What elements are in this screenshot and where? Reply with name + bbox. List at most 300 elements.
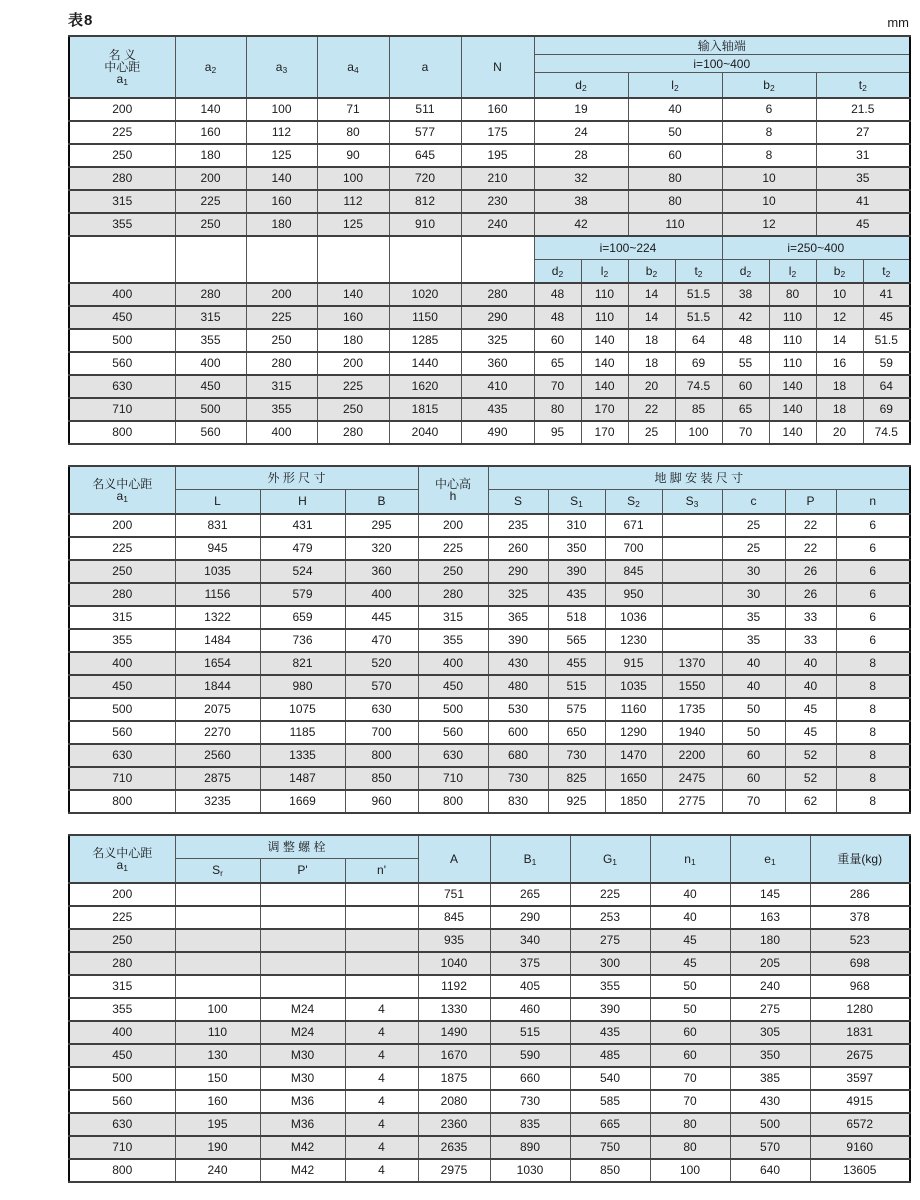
table-cell: 524 — [260, 560, 345, 583]
table-cell: 1030 — [490, 1159, 570, 1182]
table-cell: 225 — [69, 537, 175, 560]
table-cell: 4 — [345, 1067, 418, 1090]
table-cell: 579 — [260, 583, 345, 606]
table-cell: 540 — [570, 1067, 650, 1090]
table-cell: 280 — [175, 283, 246, 306]
table-cell: 225 — [418, 537, 488, 560]
table-cell: 4 — [345, 1136, 418, 1159]
table-cell: 485 — [570, 1044, 650, 1067]
table-cell: 300 — [570, 952, 650, 975]
table-cell: 378 — [810, 906, 910, 929]
table-cell: 460 — [490, 998, 570, 1021]
table-cell: 400 — [69, 283, 175, 306]
table-cell: 845 — [605, 560, 662, 583]
table-cell: 845 — [418, 906, 490, 929]
table-cell: 560 — [69, 721, 175, 744]
table-row — [69, 721, 910, 744]
table-cell: 160 — [175, 1090, 260, 1113]
table-cell: 1335 — [260, 744, 345, 767]
table-cell — [662, 606, 722, 629]
table-cell: 69 — [675, 352, 722, 375]
table-center-distance-input-shaft — [68, 35, 911, 445]
table-row — [69, 306, 910, 329]
table-cell: 8 — [836, 652, 910, 675]
table-cell: 205 — [730, 952, 810, 975]
table-cell: 125 — [317, 213, 389, 236]
table-cell: 60 — [650, 1044, 730, 1067]
table-cell: 1036 — [605, 606, 662, 629]
table-outline-foundation-dimensions — [68, 465, 911, 814]
table-cell: 640 — [730, 1159, 810, 1182]
table-cell: 18 — [816, 398, 863, 421]
table-cell: 110 — [769, 306, 816, 329]
table-cell: 60 — [722, 375, 769, 398]
table-cell: 1285 — [389, 329, 461, 352]
col-header-b2: $b_2$ — [628, 260, 675, 283]
table-cell: 825 — [548, 767, 605, 790]
table-cell — [260, 883, 345, 906]
table-cell: 490 — [461, 421, 534, 444]
col-header-nominal-center-distance: 名义中心距 $a_1$ — [69, 466, 175, 514]
table-cell: 250 — [69, 929, 175, 952]
table-row — [69, 952, 910, 975]
table-cell: 430 — [488, 652, 548, 675]
table-cell: 280 — [69, 952, 175, 975]
table-cell: 320 — [345, 537, 418, 560]
table-cell: 1844 — [175, 675, 260, 698]
table-cell: 950 — [605, 583, 662, 606]
table-cell: 1040 — [418, 952, 490, 975]
table-cell: 250 — [69, 560, 175, 583]
table-cell: 2875 — [175, 767, 260, 790]
table-cell: 325 — [461, 329, 534, 352]
table-cell: 1669 — [260, 790, 345, 813]
table-cell: 50 — [650, 998, 730, 1021]
table-row — [69, 606, 910, 629]
table-cell: 575 — [548, 698, 605, 721]
table-cell — [260, 906, 345, 929]
table-cell: 27 — [816, 121, 910, 144]
col-header-B: B — [345, 490, 418, 514]
table-cell: 4 — [345, 1044, 418, 1067]
table-cell: 59 — [863, 352, 910, 375]
table-cell: 2560 — [175, 744, 260, 767]
table-cell: 110 — [628, 213, 722, 236]
table-cell: 280 — [317, 421, 389, 444]
table-cell: 70 — [650, 1067, 730, 1090]
col-header-a3: $a_3$ — [246, 36, 317, 98]
table-cell: 435 — [548, 583, 605, 606]
table-cell: 710 — [69, 398, 175, 421]
table-cell: 1940 — [662, 721, 722, 744]
table-cell — [345, 929, 418, 952]
table-cell: 10 — [722, 167, 816, 190]
table-cell: 18 — [816, 375, 863, 398]
table-cell: 50 — [722, 721, 785, 744]
table-cell: 390 — [570, 998, 650, 1021]
table-cell: 230 — [461, 190, 534, 213]
table-cell: 160 — [317, 306, 389, 329]
table-cell: 30 — [722, 560, 785, 583]
table-cell: 736 — [260, 629, 345, 652]
table-cell: 350 — [730, 1044, 810, 1067]
table-cell: 20 — [816, 421, 863, 444]
table-cell: 35 — [816, 167, 910, 190]
table-cell: 400 — [69, 652, 175, 675]
table-row — [69, 283, 910, 306]
table-cell: 10 — [722, 190, 816, 213]
table-cell: 140 — [769, 398, 816, 421]
table-cell: 945 — [175, 537, 260, 560]
table-cell: 250 — [418, 560, 488, 583]
table-row — [69, 560, 910, 583]
col-header-n-prime: n' — [345, 859, 418, 883]
table-cell: 650 — [548, 721, 605, 744]
col-header-d2: $d_2$ — [534, 260, 581, 283]
table-cell: 290 — [490, 906, 570, 929]
table-cell: 80 — [317, 121, 389, 144]
table-cell: 355 — [570, 975, 650, 998]
table-cell: 4 — [345, 1159, 418, 1182]
table-cell: 645 — [389, 144, 461, 167]
table-cell: 577 — [389, 121, 461, 144]
table-row — [69, 883, 910, 906]
col-header-l2: $l_2$ — [581, 260, 628, 283]
table-cell — [345, 883, 418, 906]
table-cell: 280 — [69, 583, 175, 606]
table-cell: 3597 — [810, 1067, 910, 1090]
table-row — [69, 929, 910, 952]
table-cell: 140 — [317, 283, 389, 306]
table-cell: 750 — [570, 1136, 650, 1159]
table-cell: 390 — [488, 629, 548, 652]
table-cell: 253 — [570, 906, 650, 929]
table-cell: 630 — [69, 375, 175, 398]
table-cell: 210 — [461, 167, 534, 190]
table-cell: 1075 — [260, 698, 345, 721]
table-cell: 350 — [548, 537, 605, 560]
table1-rows-large-sizes — [69, 283, 910, 444]
table-cell: 570 — [730, 1136, 810, 1159]
table-cell: 585 — [570, 1090, 650, 1113]
table-cell: 812 — [389, 190, 461, 213]
table-cell: 360 — [345, 560, 418, 583]
table-row — [69, 375, 910, 398]
table-cell: 660 — [490, 1067, 570, 1090]
table-cell: 48 — [534, 283, 581, 306]
col-header-S1: $S_1$ — [548, 490, 605, 514]
table-cell: 479 — [260, 537, 345, 560]
table-cell: 240 — [175, 1159, 260, 1182]
table-cell: 1160 — [605, 698, 662, 721]
table-cell: 1670 — [418, 1044, 490, 1067]
table-cell: 4915 — [810, 1090, 910, 1113]
table-cell: 225 — [69, 121, 175, 144]
table-cell: 2270 — [175, 721, 260, 744]
table-cell: 10 — [816, 283, 863, 306]
table-cell: 180 — [246, 213, 317, 236]
table-cell: 100 — [317, 167, 389, 190]
table-cell: 430 — [730, 1090, 810, 1113]
table-cell: 500 — [730, 1113, 810, 1136]
table-cell: 12 — [816, 306, 863, 329]
table-cell: 751 — [418, 883, 490, 906]
table-cell: 6 — [836, 537, 910, 560]
table-cell: 18 — [628, 329, 675, 352]
table-cell: 200 — [69, 514, 175, 537]
table-cell: 51.5 — [675, 283, 722, 306]
table-cell: 19 — [534, 98, 628, 121]
table-cell — [260, 929, 345, 952]
table-row — [69, 790, 910, 813]
table-cell: 455 — [548, 652, 605, 675]
unit-label: mm — [887, 15, 909, 30]
table-cell: 50 — [650, 975, 730, 998]
table-cell: 530 — [488, 698, 548, 721]
table-cell: 560 — [418, 721, 488, 744]
table-cell: M24 — [260, 998, 345, 1021]
table-row — [69, 1021, 910, 1044]
table-cell: 915 — [605, 652, 662, 675]
col-header-S2: $S_2$ — [605, 490, 662, 514]
table-cell: 365 — [488, 606, 548, 629]
table-cell: 100 — [246, 98, 317, 121]
table-cell — [175, 952, 260, 975]
table-cell: 830 — [488, 790, 548, 813]
col-header-H: H — [260, 490, 345, 514]
table-cell: 16 — [816, 352, 863, 375]
table-cell: 8 — [722, 121, 816, 144]
table-row — [69, 583, 910, 606]
table-cell: 385 — [730, 1067, 810, 1090]
table-cell: 4 — [345, 1021, 418, 1044]
table-row — [69, 1090, 910, 1113]
table-cell: 280 — [418, 583, 488, 606]
col-header-a2: $a_2$ — [175, 36, 246, 98]
table-cell: 8 — [836, 790, 910, 813]
table-cell: 1330 — [418, 998, 490, 1021]
group-header-input-shaft-end: 输入轴端 — [534, 36, 910, 55]
table-cell: 4 — [345, 1113, 418, 1136]
table-cell: 110 — [769, 352, 816, 375]
table-cell: 8 — [836, 698, 910, 721]
table-cell: 14 — [628, 306, 675, 329]
table-cell: 1290 — [605, 721, 662, 744]
col-header-b2: $b_2$ — [722, 73, 816, 98]
table-cell: 310 — [548, 514, 605, 537]
table-cell: 360 — [461, 352, 534, 375]
col-header-S: S — [488, 490, 548, 514]
table-cell: 710 — [69, 767, 175, 790]
table-row — [69, 744, 910, 767]
table-cell — [175, 929, 260, 952]
table-cell: 590 — [490, 1044, 570, 1067]
col-header-l2: $l_2$ — [628, 73, 722, 98]
table-cell: 31 — [816, 144, 910, 167]
table-row — [69, 398, 910, 421]
blank-cell — [69, 236, 175, 283]
table-cell: 325 — [488, 583, 548, 606]
table-cell: 150 — [175, 1067, 260, 1090]
table-cell: 6 — [836, 560, 910, 583]
table-cell: 160 — [461, 98, 534, 121]
table-cell: 355 — [175, 329, 246, 352]
table-row — [69, 1136, 910, 1159]
table-cell: 1620 — [389, 375, 461, 398]
table-cell: 130 — [175, 1044, 260, 1067]
table-cell: 295 — [345, 514, 418, 537]
table-cell: 2975 — [418, 1159, 490, 1182]
table-cell: 710 — [69, 1136, 175, 1159]
table-cell: 35 — [722, 629, 785, 652]
table-cell: 52 — [785, 767, 836, 790]
table-cell: 2080 — [418, 1090, 490, 1113]
col-header-a: a — [389, 36, 461, 98]
table-cell: 1470 — [605, 744, 662, 767]
blank-cell — [461, 236, 534, 283]
table-cell: 125 — [246, 144, 317, 167]
table-cell: 730 — [488, 767, 548, 790]
col-header-L: L — [175, 490, 260, 514]
table-cell: 340 — [490, 929, 570, 952]
table-cell: 240 — [730, 975, 810, 998]
table-cell: 1550 — [662, 675, 722, 698]
table-cell: 410 — [461, 375, 534, 398]
table-cell: 290 — [461, 306, 534, 329]
group-header-ratio-250-400: i=250~400 — [722, 236, 910, 260]
table-cell: 700 — [605, 537, 662, 560]
table-cell: 24 — [534, 121, 628, 144]
table-cell: 22 — [628, 398, 675, 421]
table-cell: 70 — [534, 375, 581, 398]
table-cell: 518 — [548, 606, 605, 629]
table-cell: 570 — [345, 675, 418, 698]
col-header-P-prime: P' — [260, 859, 345, 883]
table-cell: 40 — [650, 906, 730, 929]
table-cell: 45 — [650, 929, 730, 952]
table-cell: 445 — [345, 606, 418, 629]
table-cell: 22 — [785, 514, 836, 537]
table-row — [69, 98, 910, 121]
table-cell: 60 — [534, 329, 581, 352]
table-cell: 40 — [785, 652, 836, 675]
table-cell: 240 — [461, 213, 534, 236]
table-cell: 680 — [488, 744, 548, 767]
table-cell: 145 — [730, 883, 810, 906]
table-cell — [345, 906, 418, 929]
table-cell: 980 — [260, 675, 345, 698]
table-cell: 960 — [345, 790, 418, 813]
table-cell: 910 — [389, 213, 461, 236]
table-cell: 60 — [722, 744, 785, 767]
table-cell: 280 — [69, 167, 175, 190]
table-cell: 400 — [246, 421, 317, 444]
col-header-a4: $a_4$ — [317, 36, 389, 98]
table-cell: 163 — [730, 906, 810, 929]
table-cell: 315 — [175, 306, 246, 329]
table-cell: 511 — [389, 98, 461, 121]
table-cell: 560 — [69, 352, 175, 375]
table-cell: 800 — [418, 790, 488, 813]
table-cell: 200 — [69, 883, 175, 906]
table-cell: 52 — [785, 744, 836, 767]
table-cell: 315 — [418, 606, 488, 629]
table-cell: 1035 — [605, 675, 662, 698]
table-cell: 200 — [418, 514, 488, 537]
table-cell: 355 — [418, 629, 488, 652]
table-cell: 70 — [722, 421, 769, 444]
table-cell — [662, 560, 722, 583]
table-cell: 968 — [810, 975, 910, 998]
table-cell: 800 — [69, 1159, 175, 1182]
table-cell: 305 — [730, 1021, 810, 1044]
table-cell: 71 — [317, 98, 389, 121]
table-cell: 315 — [69, 606, 175, 629]
table-cell: 64 — [863, 375, 910, 398]
table-cell: 1020 — [389, 283, 461, 306]
table-cell: 355 — [69, 629, 175, 652]
table-cell: 20 — [628, 375, 675, 398]
table-cell: 90 — [317, 144, 389, 167]
col-header-n1: $n_1$ — [650, 835, 730, 883]
table-cell — [175, 906, 260, 929]
col-header-weight: 重量(kg) — [810, 835, 910, 883]
table-cell: 100 — [675, 421, 722, 444]
table-cell: 80 — [650, 1113, 730, 1136]
table-cell: 400 — [175, 352, 246, 375]
col-header-l2: $l_2$ — [769, 260, 816, 283]
table-cell: 6 — [836, 583, 910, 606]
table-cell: 6 — [836, 514, 910, 537]
col-header-e1: $e_1$ — [730, 835, 810, 883]
table-cell: 25 — [722, 537, 785, 560]
table-cell: 8 — [836, 675, 910, 698]
table-cell: 435 — [570, 1021, 650, 1044]
table-cell: 315 — [246, 375, 317, 398]
table-cell: 225 — [570, 883, 650, 906]
table-cell — [345, 952, 418, 975]
table-cell: 1156 — [175, 583, 260, 606]
table-cell: 110 — [175, 1021, 260, 1044]
table-cell: 50 — [722, 698, 785, 721]
table-row — [69, 514, 910, 537]
table-cell: 630 — [418, 744, 488, 767]
table-cell: 80 — [650, 1136, 730, 1159]
table-cell: 260 — [488, 537, 548, 560]
table-cell: 1490 — [418, 1021, 490, 1044]
table-cell: 60 — [722, 767, 785, 790]
table-cell: 42 — [722, 306, 769, 329]
table-cell: 13605 — [810, 1159, 910, 1182]
table-cell: 50 — [628, 121, 722, 144]
col-header-center-height: 中心高 h — [418, 466, 488, 514]
table-cell: 2675 — [810, 1044, 910, 1067]
table-cell: 85 — [675, 398, 722, 421]
table1-rows-small-sizes — [69, 98, 910, 236]
table-cell: 45 — [785, 721, 836, 744]
col-header-t2: $t_2$ — [675, 260, 722, 283]
table-cell — [662, 514, 722, 537]
table-cell: 200 — [317, 352, 389, 375]
table-cell: 400 — [69, 1021, 175, 1044]
table-cell — [662, 629, 722, 652]
table-row — [69, 629, 910, 652]
table-row — [69, 121, 910, 144]
table-cell: 40 — [722, 675, 785, 698]
blank-cell — [246, 236, 317, 283]
col-header-N: N — [461, 36, 534, 98]
table-cell: 14 — [816, 329, 863, 352]
